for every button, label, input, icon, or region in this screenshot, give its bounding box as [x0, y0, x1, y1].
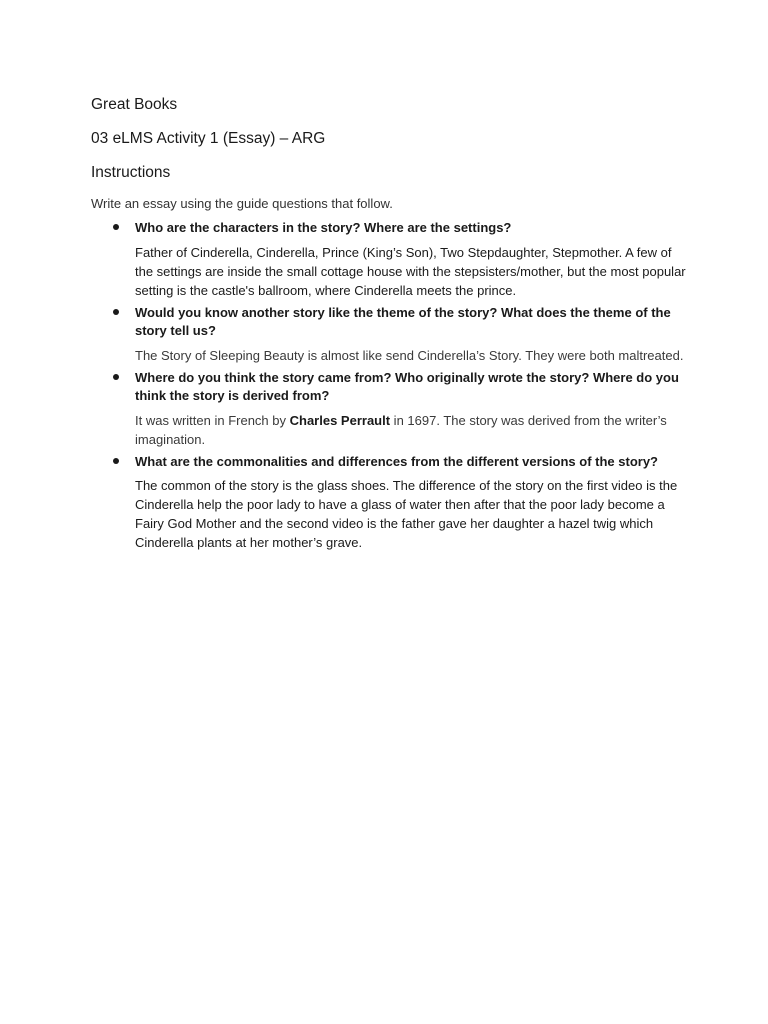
answer-text: The Story of Sleeping Beauty is almost like send Cinderella’s Story. They were both maltreated. [135, 347, 684, 363]
answer-text [135, 411, 691, 449]
question-text: What are the commonalities and differences from the different versions of the story? [135, 453, 658, 469]
answer-text-start: It was written in French by [135, 412, 290, 428]
question-text: Where do you think the story came from? Who originally wrote the story? Where do you think the story is derived from? [135, 369, 679, 403]
author-name: Charles Perrault [289, 412, 391, 428]
question-item [91, 453, 691, 553]
document-title: Great Books [91, 96, 178, 113]
document-content [91, 94, 691, 556]
instructions-heading: Instructions [91, 164, 171, 181]
question-item [91, 304, 691, 365]
activity-title [91, 128, 691, 150]
activity-title-suffix: (Essay) – ARG [218, 130, 326, 147]
activity-title-main: eLMS Activity 1 [112, 130, 219, 147]
question-list [91, 219, 691, 552]
bullet-icon [113, 309, 119, 315]
answer-text-end: in 1697. The story was derived from the writer’s imagination. [135, 412, 667, 447]
answer-text: The common of the story is the glass shoes. The difference of the story on the first video is the Cinderella help the poor lady to have a glass of water then after that the poor lady become a Fairy God Mother and the second video is the father gave her daughter a hazel twig which Cinderella plants at her mother’s grave. [135, 478, 678, 550]
question-item [91, 369, 691, 449]
bullet-icon [113, 374, 119, 380]
activity-title-prefix: 03 [91, 130, 113, 147]
instructions-text: Write an essay using the guide questions that follow. [91, 196, 393, 211]
bullet-icon [113, 458, 119, 464]
question-item [91, 219, 691, 300]
question-text: Would you know another story like the theme of the story? What does the theme of the story tell us? [135, 304, 671, 338]
question-text: Who are the characters in the story? Where are the settings? [135, 220, 512, 235]
bullet-icon [113, 224, 119, 230]
answer-text: Father of Cinderella, Cinderella, Prince (King’s Son), Two Stepdaughter, Stepmother. A few of the settings are inside the small cottage house with the stepsisters/mother, but the most popular setting is the castle's ballroom, where Cinderella meets the prince. [135, 244, 686, 298]
